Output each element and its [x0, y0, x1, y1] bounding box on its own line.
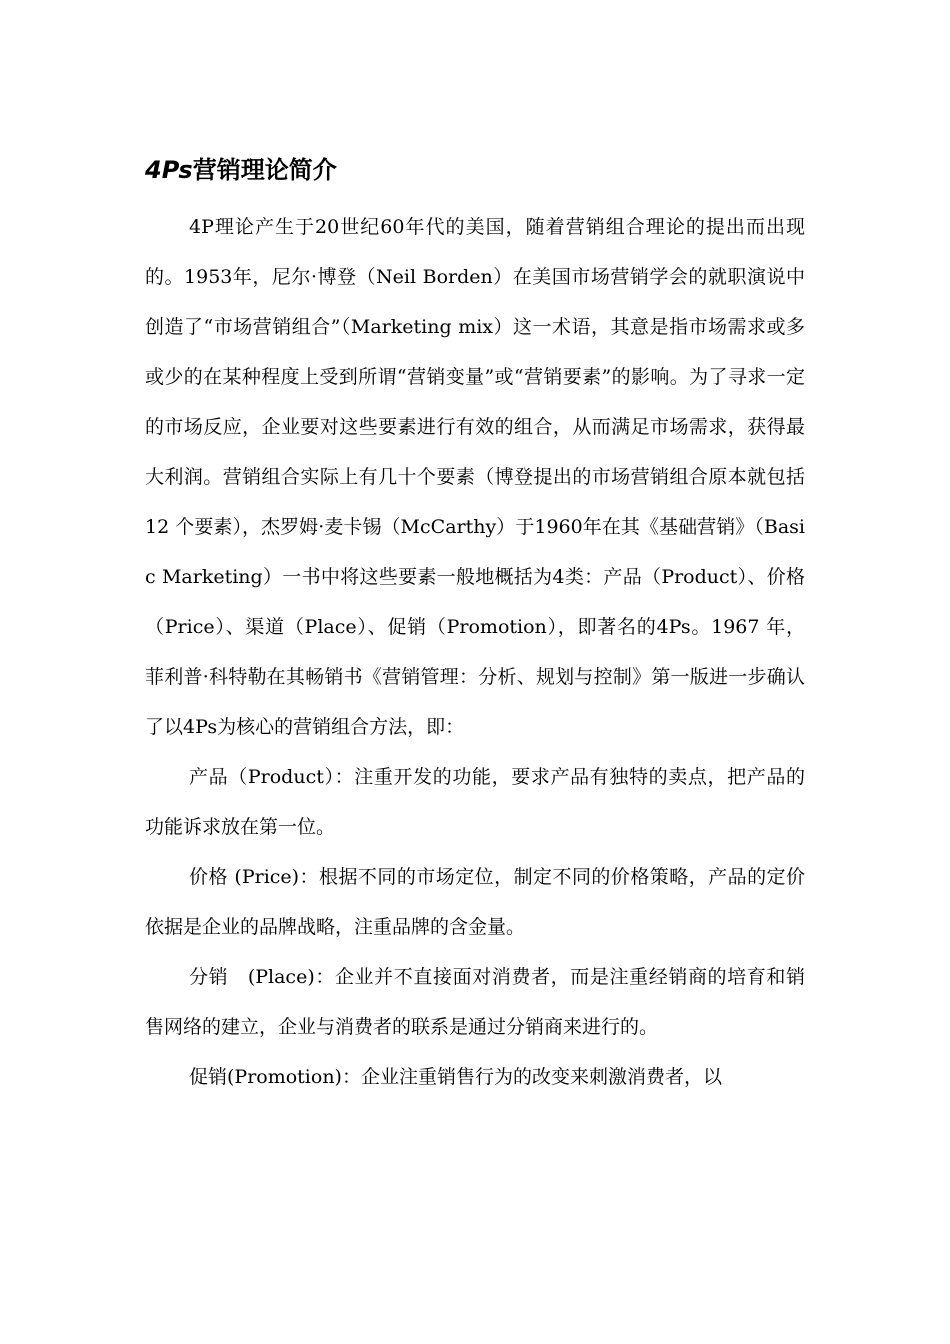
document-title-latin: 4Ps	[145, 156, 193, 185]
document-title	[145, 152, 805, 188]
paragraph-promotion: 促销(Promotion)：企业注重销售行为的改变来刺激消费者，以	[189, 1066, 722, 1088]
paragraph-product: 产品（Product）：注重开发的功能，要求产品有独特的卖点，把产品的功能诉求放在第一位。	[145, 766, 805, 838]
paragraph-place: 分销 (Place)：企业并不直接面对消费者，而是注重经销商的培育和销售网络的建立，企业与消费者的联系是通过分销商来进行的。	[145, 966, 805, 1038]
document-title-cjk: 营销理论简介	[192, 156, 337, 185]
paragraph-intro: 4P理论产生于20世纪60年代的美国，随着营销组合理论的提出而出现的。1953年，尼尔·博登（Neil Borden）在美国市场营销学会的就职演说中创造了“市场营销组合”（Marketing mix）这一术语，其意是指市场需求或多或少的在某种程度上受到所谓“营销变量”或“营销要素”的影响。为了寻求一定的市场反应，企业要对这些要素进行有效的组合，从而满足市场需求，获得最大利润。营销组合实际上有几十个要素（博登提出的市场营销组合原本就包括 12 个要素），杰罗姆·麦卡锡（McCarthy）于1960年在其《基础营销》（Basic Marketing）一书中将这些要素一般地概括为4类：产品（Product）、价格（Price）、渠道（Place）、促销（Promotion），即著名的4Ps。1967 年，菲利普·科特勒在其畅销书《营销管理：分析、规划与控制》第一版进一步确认了以4Ps为核心的营销组合方法，即：	[145, 216, 805, 738]
paragraph-price: 价格 (Price)：根据不同的市场定位，制定不同的价格策略，产品的定价依据是企业的品牌战略，注重品牌的含金量。	[145, 866, 805, 938]
document-body	[145, 202, 805, 1102]
